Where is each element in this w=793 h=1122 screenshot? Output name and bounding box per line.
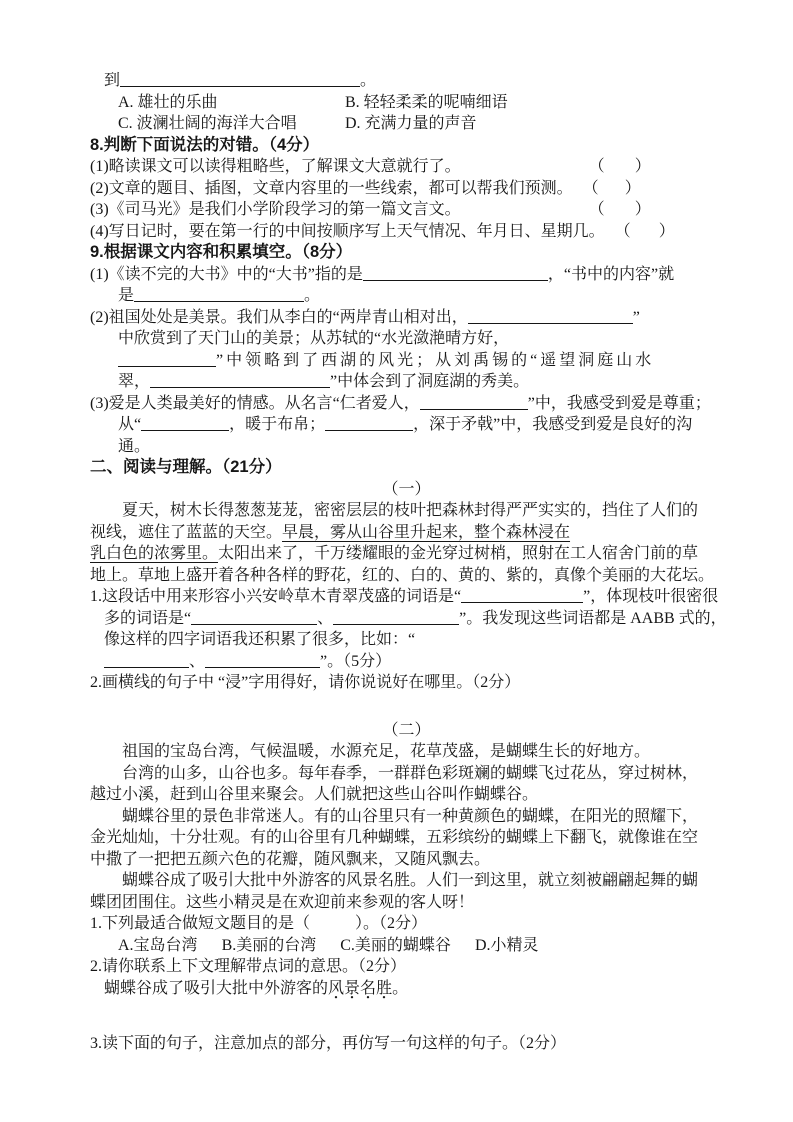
answer-brackets: （ ） bbox=[588, 158, 651, 175]
q8-item-1 bbox=[90, 156, 723, 178]
text-run: 多的词语是“ bbox=[104, 609, 192, 627]
text-run: （二） bbox=[382, 721, 431, 739]
p1-q1-line-3 bbox=[90, 629, 723, 651]
answer-blank bbox=[191, 610, 317, 625]
passage-2-line-8 bbox=[90, 892, 723, 914]
q8-item-3 bbox=[90, 199, 723, 221]
passage-1-label bbox=[90, 479, 723, 501]
text-run: A.宝岛台湾 bbox=[118, 936, 198, 954]
q9-item-3-line-3 bbox=[90, 436, 723, 458]
answer-blank bbox=[333, 610, 459, 625]
text-run: 蝴蝶谷成了吸引大批中外游客的风景名胜。人们一到这里，就立刻被翩翩起舞的蝴 bbox=[122, 872, 699, 889]
q9-item-1-line-1 bbox=[90, 264, 723, 286]
answer-blank bbox=[468, 309, 633, 324]
answer-brackets: （ ） bbox=[614, 222, 675, 240]
text-run: 从“ bbox=[118, 416, 142, 433]
text-run: C. 波澜壮阔的海洋大合唱 bbox=[118, 115, 297, 132]
answer-blank bbox=[134, 287, 304, 302]
q9-item-2-line-1 bbox=[90, 307, 723, 329]
p2-q3 bbox=[90, 1033, 723, 1055]
dotted-emphasis-text bbox=[328, 980, 392, 997]
q8-item-4 bbox=[90, 221, 723, 243]
q9-item-2-line-3 bbox=[90, 350, 723, 372]
p2-q2-sentence bbox=[90, 978, 723, 1000]
answer-blank bbox=[120, 72, 360, 87]
answer-brackets: （ ） bbox=[582, 179, 641, 197]
p1-q1-line-1 bbox=[90, 586, 723, 608]
text-run: 二、阅读与理解。（21分） bbox=[90, 458, 282, 476]
text-run: ”中，我感受到爱是尊重； bbox=[527, 394, 711, 412]
p1-q1-line-4 bbox=[90, 651, 723, 673]
text-run: 3.读下面的句子，注意加点的部分，再仿写一句这样的句子。（2分） bbox=[90, 1035, 567, 1052]
text-run: 蝶团团围住。这些小精灵是在欢迎前来参观的客人呀！ bbox=[90, 893, 475, 911]
passage-1-line-3 bbox=[90, 543, 723, 565]
text-run: (1)略读课文可以读得粗略些，了解课文大意就行了。 bbox=[90, 158, 461, 175]
passage-2-line-5 bbox=[90, 827, 723, 849]
text-run: 。 bbox=[304, 287, 321, 304]
dotted-char: 名 bbox=[360, 979, 377, 997]
text-run: 夏天，树木长得葱葱茏茏，密密层层的枝叶把森林封得严严实实的，挡住了人们的 bbox=[122, 502, 699, 519]
text-run: 太阳出来了，千万缕耀眼的金光穿过树梢，照射在工人宿舍门前的草 bbox=[218, 545, 699, 562]
dotted-char: 胜 bbox=[376, 979, 393, 997]
text-run: ，“书中的内容”就 bbox=[547, 265, 675, 283]
text-run: (1)《读不完的大书》中的“大书”指的是 bbox=[90, 265, 363, 283]
text-run: 。 bbox=[360, 72, 377, 89]
text-run: （一） bbox=[382, 480, 431, 498]
text-run: 台湾的山多，山谷也多。每年春季，一群群色彩斑斓的蝴蝶飞过花丛，穿过树林， bbox=[122, 764, 699, 782]
q9-item-2-line-4 bbox=[90, 371, 723, 393]
text-run: C.美丽的蝴蝶谷 bbox=[340, 936, 451, 954]
answer-brackets: （ ） bbox=[588, 201, 651, 218]
text-run: (3)爱是人类最美好的情感。从名言“仁者爱人， bbox=[90, 394, 420, 412]
text-run: ，深于矛戟”中，我感受到爱是良好的沟 bbox=[413, 416, 693, 433]
passage-2-line-4 bbox=[90, 806, 723, 828]
text-run: 2.请你联系上下文理解带点词的意思。（2分） bbox=[90, 958, 407, 975]
q9-item-2-line-2 bbox=[90, 328, 723, 350]
text-run: ）。（2分） bbox=[355, 915, 428, 932]
underlined-text: 早晨，雾从山谷里升起来，整个森林浸在 bbox=[282, 523, 571, 541]
text-run: 是 bbox=[118, 287, 135, 304]
text-run: ”中领略到了西湖的风光；从刘禹锡的“遥望洞庭山水 bbox=[216, 351, 655, 369]
dotted-char: 风 bbox=[328, 979, 345, 997]
passage-1-line-1 bbox=[90, 500, 723, 522]
text-run: A. 雄壮的乐曲 bbox=[118, 93, 218, 111]
text-run: ，暖于布帛； bbox=[229, 416, 326, 433]
answer-blank bbox=[104, 653, 189, 668]
passage-2-line-7 bbox=[90, 870, 723, 892]
text-run: 1.这段话中用来形容小兴安岭草木青翠茂盛的词语是“ bbox=[90, 588, 462, 605]
text-run: 9.根据课文内容和积累填空。（8分） bbox=[90, 243, 353, 261]
section-2-heading bbox=[90, 457, 723, 479]
text-run: 地上。草地上盛开着各种各样的野花，红的、白的、黄的、紫的，真像个美丽的大花坛。 bbox=[90, 566, 715, 584]
p2-q1 bbox=[90, 913, 723, 935]
answer-blank bbox=[363, 266, 548, 281]
answer-blank bbox=[461, 588, 583, 603]
text-run: 通。 bbox=[118, 437, 151, 455]
text-run: 中欣赏到了天门山的美景；从苏轼的“水光潋滟晴方好， bbox=[118, 330, 510, 347]
q7-options-row-2 bbox=[90, 113, 723, 135]
passage-2-line-6 bbox=[90, 849, 723, 871]
text-run: D. 充满力量的声音 bbox=[345, 115, 477, 132]
text-run: B. 轻轻柔柔的呢喃细语 bbox=[345, 93, 508, 111]
text-run: ”中体会到了洞庭湖的秀美。 bbox=[330, 373, 530, 390]
q7-options-row-1 bbox=[90, 92, 723, 114]
text-run: ”。我发现这些词语都是 AABB 式的， bbox=[459, 609, 727, 627]
q9-item-3-line-1 bbox=[90, 393, 723, 415]
text-run: 中撒了一把把五颜六色的花瓣，随风飘来，又随风飘去。 bbox=[90, 850, 491, 868]
answer-blank bbox=[205, 653, 320, 668]
passage-2-line-3 bbox=[90, 784, 723, 806]
text-run: 金光灿灿，十分壮观。有的山谷里有几种蝴蝶，五彩缤纷的蝴蝶上下翻飞，就像谁在空 bbox=[90, 829, 699, 846]
p1-q1-line-2 bbox=[90, 608, 727, 630]
text-run: 像这样的四字词语我还积累了很多，比如：“ bbox=[104, 631, 416, 648]
document-body bbox=[90, 70, 727, 1055]
answer-blank bbox=[141, 416, 229, 431]
text-run: 到 bbox=[104, 72, 121, 89]
text-run: 2.画横线的句子中 “浸”字用得好，请你说说好在哪里。（2分） bbox=[90, 674, 521, 691]
text-run: 蝴蝶谷成了吸引大批中外游客的 bbox=[104, 979, 329, 997]
underlined-text: 乳白色的浓雾里。 bbox=[90, 545, 219, 562]
answer-blank bbox=[325, 416, 413, 431]
text-run: 。 bbox=[392, 979, 409, 997]
q9-heading bbox=[90, 242, 723, 264]
text-run: (2)文章的题目、插图，文章内容里的一些线索，都可以帮我们预测。 bbox=[90, 179, 573, 197]
dotted-char: 景 bbox=[344, 979, 361, 997]
q8-heading bbox=[90, 135, 723, 157]
q9-item-1-line-2 bbox=[90, 285, 723, 307]
text-run: 1.下列最适合做短文题目的是（ bbox=[90, 915, 311, 932]
text-run: 翠， bbox=[118, 373, 151, 390]
text-run: ”，体现枝叶很密很 bbox=[583, 588, 719, 605]
answer-blank bbox=[150, 373, 330, 388]
text-run: ” bbox=[632, 308, 640, 326]
text-run: 、 bbox=[317, 609, 334, 627]
text-run: 、 bbox=[189, 652, 206, 670]
text-run: B.美丽的台湾 bbox=[221, 936, 317, 954]
p2-q2 bbox=[90, 956, 723, 978]
text-run: 蝴蝶谷里的景色非常迷人。有的山谷里只有一种黄颜色的蝴蝶，在阳光的照耀下， bbox=[122, 807, 699, 825]
passage-1-line-2 bbox=[90, 522, 723, 544]
answer-blank bbox=[118, 352, 216, 367]
q7-stem-line bbox=[90, 70, 723, 92]
p2-q1-options bbox=[90, 935, 723, 957]
text-run: (4)写日记时，要在第一行的中间按顺序写上天气情况、年月日、星期几。 bbox=[90, 222, 605, 240]
p1-q2 bbox=[90, 672, 723, 694]
text-run: (2)祖国处处是美景。我们从李白的“两岸青山相对出， bbox=[90, 308, 468, 326]
answer-blank bbox=[420, 395, 528, 410]
text-run: 越过小溪，赶到山谷里来聚会。人们就把这些山谷叫作蝴蝶谷。 bbox=[90, 786, 539, 803]
text-run: 8.判断下面说法的对错。（4分） bbox=[90, 135, 320, 154]
q9-item-3-line-2 bbox=[90, 414, 723, 436]
passage-2-label bbox=[90, 720, 723, 742]
text-run: (3)《司马光》是我们小学阶段学习的第一篇文言文。 bbox=[90, 201, 461, 218]
q8-item-2 bbox=[90, 178, 723, 200]
text-run: ”。（5分） bbox=[320, 652, 392, 670]
text-run: D.小精灵 bbox=[474, 936, 539, 954]
passage-2-line-2 bbox=[90, 763, 723, 785]
passage-1-line-4 bbox=[90, 565, 723, 587]
passage-2-line-1 bbox=[90, 741, 723, 763]
text-run: 祖国的宝岛台湾，气候温暖，水源充足，花草茂盛，是蝴蝶生长的好地方。 bbox=[122, 743, 651, 760]
text-run: 视线，遮住了蓝蓝的天空。 bbox=[90, 523, 283, 541]
